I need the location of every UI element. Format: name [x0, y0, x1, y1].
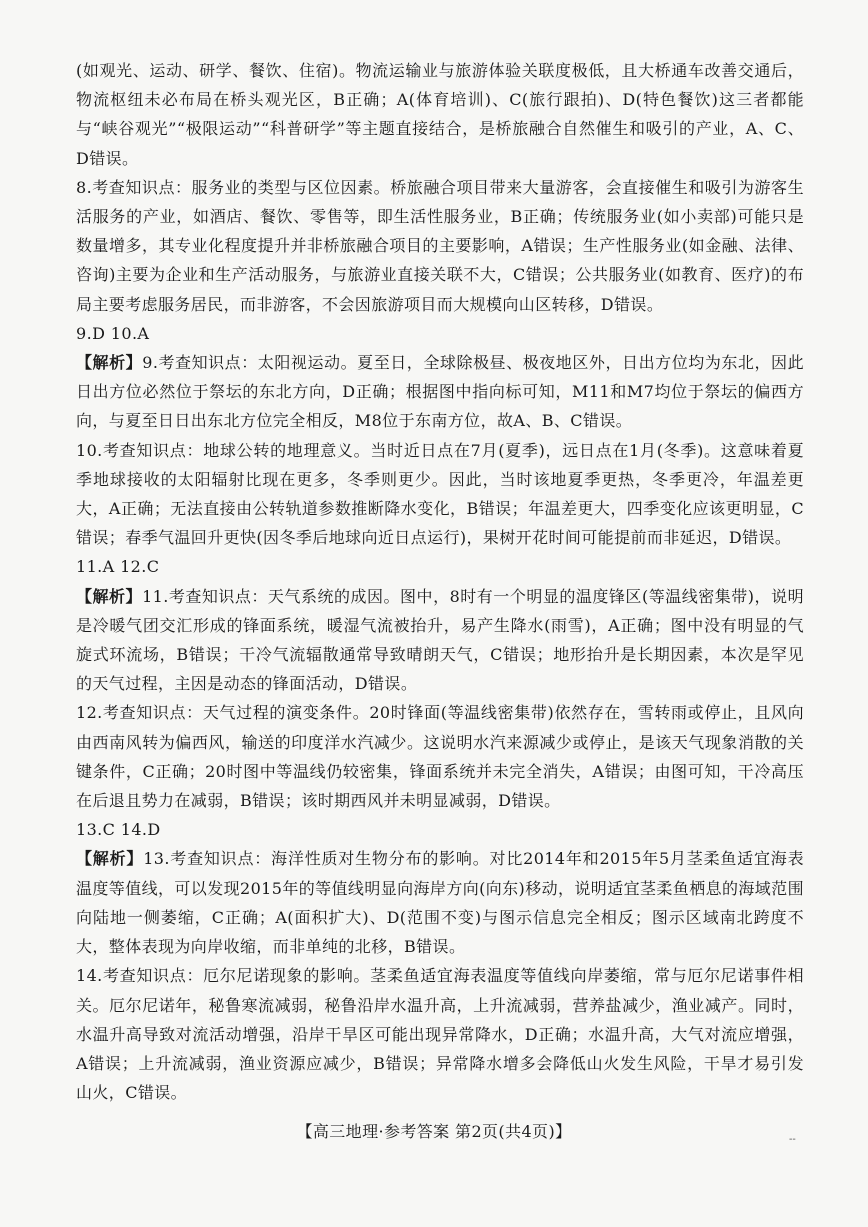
page-footer: 【高三地理·参考答案 第2页(共4页)】 — [296, 1122, 572, 1141]
paragraph-q9: 【解析】9.考查知识点：太阳视运动。夏至日，全球除极昼、极夜地区外，日出方位均为东北，因此日出方位必然位于祭坛的东北方向，D正确；根据图中指向标可知，M11和M7均位于祭坛的偏西方向，与夏至日日出东北方位完全相反，M8位于东南方位，故A、B、C错误。 — [76, 353, 804, 431]
answer-content — [76, 56, 804, 1107]
answer-key-11-12: 11.A 12.C — [76, 557, 160, 577]
paragraph-q10: 10.考查知识点：地球公转的地理意义。当时近日点在7月(夏季)，远日点在1月(冬季)。这意味着夏季地球接收的太阳辐射比现在更多，冬季则更少。因此，当时该地夏季更热，冬季更冷，年温差更大，A正确；无法直接由公转轨道参数推断降水变化，B错误；年温差更大，四季变化应该更明显，C错误；春季气温回升更快(因冬季后地球向近日点运行)，果树开花时间可能提前而非延迟，D错误。 — [76, 440, 804, 548]
corner-mark: -- — [789, 1134, 796, 1145]
paragraph-q13: 【解析】13.考查知识点：海洋性质对生物分布的影响。对比2014年和2015年5月茎柔鱼适宜海表温度等值线，可以发现2015年的等值线明显向海岸方向(向东)移动，说明适宜茎柔鱼栖息的海域范围向陆地一侧萎缩，C正确；A(面积扩大)、D(范围不变)与图示信息完全相反；图示区域南北跨度不大，整体表现为向岸收缩，而非单纯的北移，B错误。 — [76, 849, 805, 957]
analysis-tag: 【解析】 — [76, 353, 143, 373]
paragraph-q14: 14.考查知识点：厄尔尼诺现象的影响。茎柔鱼适宜海表温度等值线向岸萎缩，常与厄尔尼诺事件相关。厄尔尼诺年，秘鲁寒流减弱，秘鲁沿岸水温升高，上升流减弱，营养盐减少，渔业减产。同时，水温升高导致对流活动增强，沿岸干旱区可能出现异常降水，D正确；水温升高，大气对流应增强，A错误；上升流减弱，渔业资源应减少，B错误；异常降水增多会降低山火发生风险，干旱才易引发山火，C错误。 — [76, 966, 804, 1103]
paragraph-q11: 【解析】11.考查知识点：天气系统的成因。图中，8时有一个明显的温度锋区(等温线密集带)，说明是冷暖气团交汇形成的锋面系统，暖湿气流被抬升，易产生降水(雨雪)，A正确；图中没有明显的气旋式环流场，B错误；干冷气流辐散通常导致晴朗天气，C错误；地形抬升是长期因素，本次是罕见的天气过程，主因是动态的锋面活动，D错误。 — [76, 586, 804, 694]
paragraph-continuation: (如观光、运动、研学、餐饮、住宿)。物流运输业与旅游体验关联度极低，且大桥通车改善交通后，物流枢纽未必布局在桥头观光区，B正确；A(体育培训)、C(旅行跟拍)、D(特色餐饮)这三者都能与“峡谷观光”“极限运动”“科普研学”等主题直接结合，是桥旅融合自然催生和吸引的产业，A、C、D错误。 — [76, 61, 804, 168]
answer-key-9-10: 9.D 10.A — [76, 323, 150, 343]
analysis-tag: 【解析】 — [76, 586, 143, 606]
paragraph-q8: 8.考查知识点：服务业的类型与区位因素。桥旅融合项目带来大量游客，会直接催生和吸引为游客生活服务的产业，如酒店、餐饮、零售等，即生活性服务业，B正确；传统服务业(如小卖部)可能只是数量增多，其专业化程度提升并非桥旅融合项目的主要影响，A错误；生产性服务业(如金融、法律、咨询)主要为企业和生产活动服务，与旅游业直接关联不大，C错误；公共服务业(如教育、医疗)的布局主要考虑服务居民，而非游客，不会因旅游项目而大规模向山区转移，D错误。 — [76, 177, 804, 314]
analysis-tag: 【解析】 — [76, 849, 144, 869]
answer-key-13-14: 13.C 14.D — [76, 820, 161, 840]
paragraph-q12: 12.考查知识点：天气过程的演变条件。20时锋面(等温线密集带)依然存在，雪转雨或停止，且风向由西南风转为偏西风，输送的印度洋水汽减少。这说明水汽来源减少或停止，是该天气现象消散的关键条件，C正确；20时图中等温线仍较密集，锋面系统并未完全消失，A错误；由图可知，干冷高压在后退且势力在减弱，B错误；该时期西风并未明显减弱，D错误。 — [76, 703, 804, 811]
